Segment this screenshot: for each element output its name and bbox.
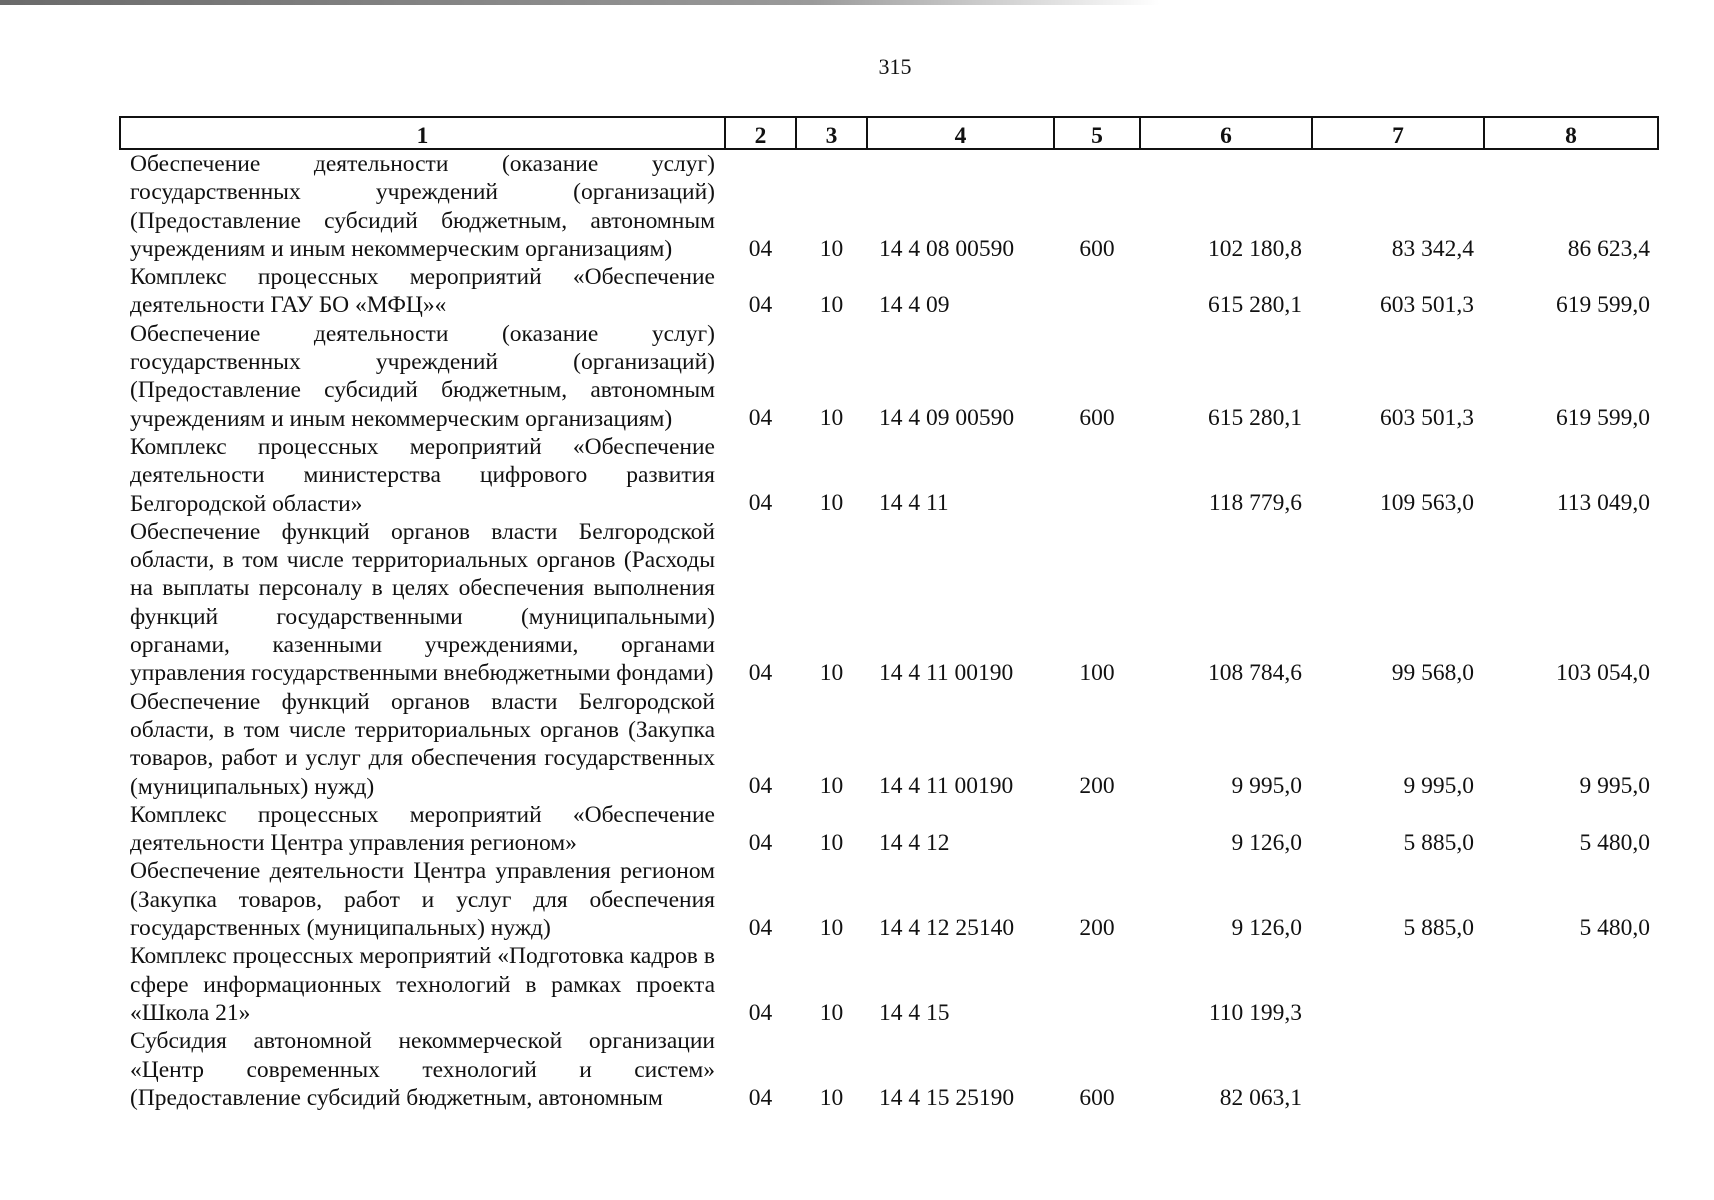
amount-col7: 603 501,3 <box>1380 405 1474 432</box>
table-row <box>120 942 1658 1027</box>
table-row <box>120 433 1658 518</box>
column-header: 3 <box>796 117 867 149</box>
row-description: Обеспечение деятельности (оказание услуг) государственных учреждений (организаций) (Предоставление субсидий бюджетным, автономным учреждениям и иным некоммерческим организациям) <box>130 320 715 432</box>
row-description: Обеспечение деятельности (оказание услуг) государственных учреждений (организаций) (Предоставление субсидий бюджетным, автономным учреждениям и иным некоммерческим организациям) <box>130 151 715 262</box>
expense-type-code <box>1054 263 1140 320</box>
amount-col7 <box>1312 942 1484 1027</box>
amount-col6: 102 180,8 <box>1208 235 1302 262</box>
amount-col8 <box>1484 942 1658 1027</box>
budget-table <box>119 116 1659 1112</box>
amount-col6: 82 063,1 <box>1219 1084 1302 1111</box>
amount-col8: 5 480,0 <box>1579 914 1650 941</box>
amount-col6: 110 199,3 <box>1208 999 1302 1026</box>
amount-col8: 113 049,0 <box>1556 490 1650 517</box>
expense-type-code <box>1054 942 1140 1027</box>
section-code: 04 <box>748 773 773 800</box>
table-row <box>120 857 1658 942</box>
target-article-code: 14 4 15 25190 <box>879 1084 1015 1111</box>
table-row <box>120 149 1658 263</box>
column-header: 4 <box>867 117 1054 149</box>
row-description: Комплекс процессных мероприятий «Обеспечение деятельности ГАУ БО «МФЦ»« <box>130 264 715 319</box>
target-article-code: 14 4 11 00190 <box>879 773 1014 800</box>
subsection-code: 10 <box>819 292 844 319</box>
table-row <box>120 688 1658 801</box>
scan-edge <box>0 0 1160 5</box>
expense-type-code <box>1054 433 1140 518</box>
subsection-code: 10 <box>819 914 844 941</box>
amount-col6: 615 280,1 <box>1208 292 1302 319</box>
target-article-code: 14 4 12 25140 <box>879 914 1015 941</box>
target-article-code: 14 4 09 <box>879 292 950 319</box>
subsection-code: 10 <box>819 235 844 262</box>
header-row <box>120 117 1658 149</box>
row-description: Комплекс процессных мероприятий «Обеспечение деятельности министерства цифрового развития Белгородской области» <box>130 433 715 517</box>
subsection-code: 10 <box>819 405 844 432</box>
row-description: Субсидия автономной некоммерческой организации «Центр современных технологий и систем» (Предоставление субсидий бюджетным, автономным <box>130 1028 715 1111</box>
table-row <box>120 320 1658 433</box>
target-article-code: 14 4 09 00590 <box>879 405 1015 432</box>
subsection-code: 10 <box>819 660 844 687</box>
amount-col8: 103 054,0 <box>1556 660 1650 687</box>
amount-col6: 9 995,0 <box>1231 773 1302 800</box>
target-article-code: 14 4 11 00190 <box>879 660 1014 687</box>
target-article-code: 14 4 11 <box>879 490 949 517</box>
expense-type-code: 200 <box>1079 914 1115 941</box>
section-code: 04 <box>748 235 773 262</box>
amount-col8: 619 599,0 <box>1556 292 1650 319</box>
amount-col8: 86 623,4 <box>1567 235 1650 262</box>
row-description: Обеспечение функций органов власти Белгородской области, в том числе территориальных органов (Расходы на выплаты персоналу в целях обеспечения выполнения функций государственными (муниципальными) органами, казенными учреждениями, органами управления государственными внебюджетными фондами) <box>130 518 715 687</box>
amount-col7: 99 568,0 <box>1391 660 1474 687</box>
amount-col7: 9 995,0 <box>1403 773 1474 800</box>
row-description: Комплекс процессных мероприятий «Подготовка кадров в сфере информационных технологий в рамках проекта «Школа 21» <box>130 943 715 1026</box>
amount-col7 <box>1312 1027 1484 1112</box>
section-code: 04 <box>748 914 773 941</box>
expense-type-code: 600 <box>1079 405 1115 432</box>
subsection-code: 10 <box>819 829 844 856</box>
column-header: 8 <box>1484 117 1658 149</box>
section-code: 04 <box>748 829 773 856</box>
table-row <box>120 518 1658 688</box>
amount-col6: 615 280,1 <box>1208 405 1302 432</box>
column-header: 1 <box>120 117 725 149</box>
amount-col7: 5 885,0 <box>1403 829 1474 856</box>
subsection-code: 10 <box>819 999 844 1026</box>
section-code: 04 <box>748 292 773 319</box>
row-description: Комплекс процессных мероприятий «Обеспечение деятельности Центра управления регионом» <box>130 801 715 857</box>
table-row <box>120 263 1658 320</box>
amount-col7: 109 563,0 <box>1380 490 1474 517</box>
expense-type-code: 200 <box>1079 773 1115 800</box>
amount-col6: 118 779,6 <box>1208 490 1302 517</box>
column-header: 6 <box>1140 117 1312 149</box>
expense-type-code: 600 <box>1079 235 1115 262</box>
amount-col7: 603 501,3 <box>1380 292 1474 319</box>
subsection-code: 10 <box>819 490 844 517</box>
page-number: 315 <box>878 54 912 79</box>
expense-type-code: 600 <box>1079 1084 1115 1111</box>
target-article-code: 14 4 15 <box>879 999 950 1026</box>
amount-col7: 83 342,4 <box>1391 235 1474 262</box>
target-article-code: 14 4 12 <box>879 829 950 856</box>
amount-col6: 108 784,6 <box>1208 660 1302 687</box>
column-header: 2 <box>725 117 796 149</box>
amount-col8 <box>1484 1027 1658 1112</box>
column-header: 5 <box>1054 117 1140 149</box>
row-description: Обеспечение функций органов власти Белгородской области, в том числе территориальных органов (Закупка товаров, работ и услуг для обеспечения государственных (муниципальных) нужд) <box>130 688 715 800</box>
expense-type-code <box>1054 801 1140 858</box>
section-code: 04 <box>748 660 773 687</box>
section-code: 04 <box>748 405 773 432</box>
section-code: 04 <box>748 1084 773 1111</box>
section-code: 04 <box>748 999 773 1026</box>
amount-col6: 9 126,0 <box>1231 914 1302 941</box>
target-article-code: 14 4 08 00590 <box>879 235 1015 262</box>
amount-col8: 9 995,0 <box>1579 773 1650 800</box>
amount-col8: 5 480,0 <box>1579 829 1650 856</box>
column-header: 7 <box>1312 117 1484 149</box>
section-code: 04 <box>748 490 773 517</box>
amount-col6: 9 126,0 <box>1231 829 1302 856</box>
amount-col8: 619 599,0 <box>1556 405 1650 432</box>
table-row <box>120 1027 1658 1112</box>
row-description: Обеспечение деятельности Центра управления регионом (Закупка товаров, работ и услуг для обеспечения государственных (муниципальных) нужд) <box>130 858 715 942</box>
expense-type-code: 100 <box>1079 660 1115 687</box>
subsection-code: 10 <box>819 1084 844 1111</box>
table-row <box>120 801 1658 858</box>
amount-col7: 5 885,0 <box>1403 914 1474 941</box>
subsection-code: 10 <box>819 773 844 800</box>
